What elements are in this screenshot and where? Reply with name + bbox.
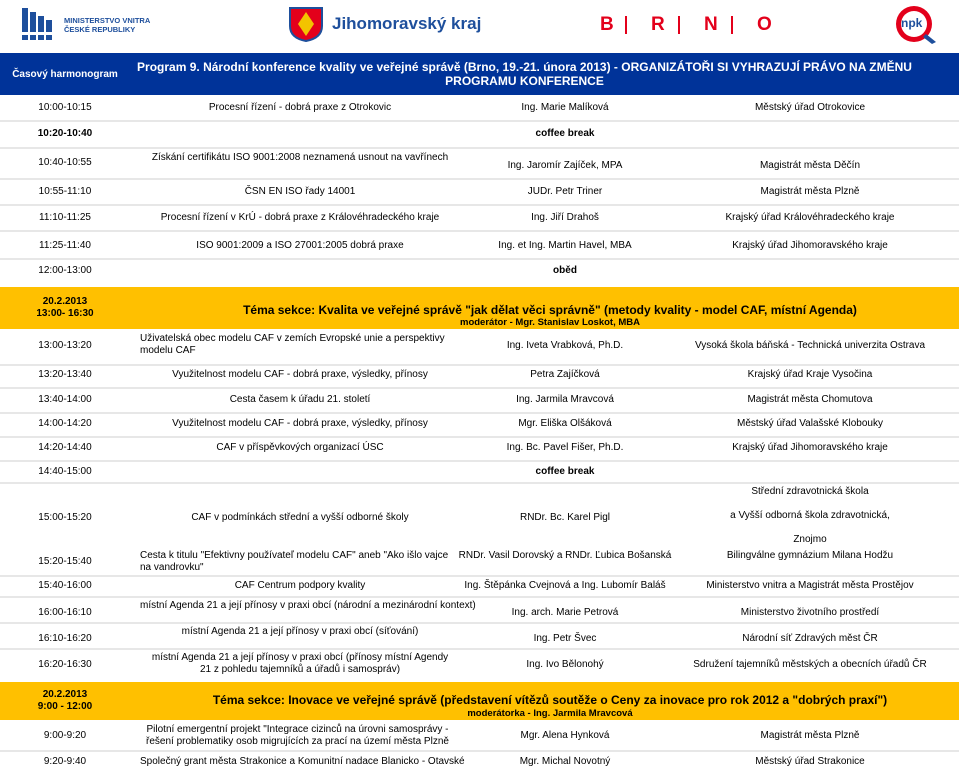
row-speaker: Ing. Marie Malíková (521, 102, 609, 113)
section-header (0, 682, 959, 720)
row-break: coffee break (535, 128, 595, 139)
row-divider (0, 387, 959, 389)
row-break: coffee break (535, 466, 595, 477)
row-divider (0, 436, 959, 438)
section-moderator: moderátor - Mgr. Stanislav Loskot, MBA (460, 317, 640, 328)
row-time: 16:10-16:20 (38, 633, 92, 644)
row-time: 10:40-10:55 (38, 157, 92, 168)
program-title-line2: PROGRAMU KONFERENCE (445, 74, 604, 88)
table-row (0, 724, 959, 750)
row-divider (0, 750, 959, 752)
row-speaker: Mgr. Alena Hynková (520, 730, 610, 741)
row-time: 16:00-16:10 (38, 607, 92, 618)
row-speaker: Ing. et Ing. Martin Havel, MBA (498, 240, 632, 251)
row-topic: Cesta k titulu "Efektivny používateľ modelu CAF" aneb "Ako išlo vajce na vandrovku" (140, 550, 449, 573)
row-time: 14:00-14:20 (38, 418, 92, 429)
brno-letter-n: N (704, 14, 718, 35)
row-institution: Ministerstvo životního prostředí (740, 607, 880, 618)
row-institution: Městský úřad Valašské Klobouky (737, 418, 883, 429)
row-topic: místní Agenda 21 a její přínosy v praxi obcí (síťování) (181, 626, 419, 637)
logo-strip (0, 0, 959, 52)
row-institution-line2: a Vyšší odborná škola zdravotnická, (730, 510, 890, 521)
row-institution: Krajský úřad Jihomoravského kraje (732, 240, 888, 251)
row-speaker: Mgr. Michal Novotný (519, 756, 611, 767)
program-title-line1: Program 9. Národní konference kvality ve veřejné správě (Brno, 19.-21. února 2013) - ORGANIZÁTOŘI SI VYHRAZUJÍ PRÁVO NA ZMĚNU (137, 60, 912, 74)
row-divider (0, 147, 959, 149)
row-institution: Městský úřad Otrokovice (754, 102, 866, 113)
row-institution: Bilingválne gymnázium Milana Hodžu (726, 550, 894, 561)
program-title (130, 60, 959, 88)
row-time: 11:25-11:40 (39, 240, 91, 251)
table-row (0, 652, 959, 678)
row-time: 10:20-10:40 (37, 128, 93, 139)
section-date (0, 689, 130, 713)
program-header (0, 53, 959, 95)
npk-text: npk (901, 16, 923, 30)
table-row (0, 186, 959, 200)
row-topic: Uživatelská obec modelu CAF v zemích Evropské unie a perspektivy modelu CAF (140, 333, 445, 356)
row-time: 13:40-14:00 (38, 394, 92, 405)
row-topic: místní Agenda 21 a její přínosy v praxi obcí (přínosy místní Agendy 21 z pohledu tajemníků a úřadů i samospráv) (151, 652, 449, 675)
table-row (0, 580, 959, 594)
row-institution-line3: Znojmo (793, 534, 827, 545)
row-institution: Vysoká škola báňská - Technická univerzita Ostrava (694, 340, 926, 351)
brno-letter-b: B (600, 14, 614, 35)
table-row (0, 442, 959, 456)
table-row (0, 394, 959, 408)
row-institution: Národní síť Zdravých měst ČR (742, 633, 878, 644)
row-topic: ČSN EN ISO řady 14001 (244, 186, 356, 197)
region-name: Jihomoravský kraj (332, 14, 482, 33)
row-institution: Krajský úřad Kraje Vysočina (747, 369, 873, 380)
row-topic: Procesní řízení - dobrá praxe z Otrokovic (208, 102, 392, 113)
brno-divider (625, 16, 627, 34)
row-topic: Pilotní emergentní projekt "Integrace cizinců na úrovni samosprávy - řešení problematiky osob migrujících za prací na území města Plzně (146, 724, 449, 747)
row-institution-line1: Střední zdravotnická škola (751, 486, 869, 497)
row-speaker: Ing. Jarmila Mravcová (516, 394, 614, 405)
row-speaker: RNDr. Bc. Karel Pigl (519, 512, 611, 523)
section-moderator: moderátorka - Ing. Jarmila Mravcová (467, 708, 633, 719)
row-time: 14:20-14:40 (38, 442, 92, 453)
row-divider (0, 460, 959, 462)
region-emblem-icon (286, 6, 326, 42)
row-institution: Krajský úřad Královéhradeckého kraje (725, 212, 895, 223)
brno-letter-o: O (757, 14, 772, 35)
row-topic: místní Agenda 21 a její přínosy v praxi obcí (národní a mezinárodní kontext) (140, 600, 476, 611)
section-date-value: 20.2.2013 (42, 689, 88, 700)
brno-divider (678, 16, 680, 34)
row-time: 13:00-13:20 (38, 340, 92, 351)
table-row (0, 152, 959, 180)
region-logo (286, 6, 482, 44)
ministry-emblem-icon (22, 8, 58, 40)
row-divider (0, 230, 959, 232)
row-speaker: Ing. Štěpánka Cvejnová a Ing. Lubomír Baláš (464, 580, 666, 591)
row-institution: Magistrát města Plzně (760, 186, 860, 197)
row-time: 15:40-16:00 (38, 580, 92, 591)
npk-logo (892, 4, 938, 44)
row-divider (0, 575, 959, 577)
brno-divider (731, 16, 733, 34)
row-break: oběd (553, 265, 577, 276)
row-topic: Využitelnost modelu CAF - dobrá praxe, výsledky, přínosy (172, 369, 428, 380)
table-row (0, 466, 959, 480)
ministry-name-line1: MINISTERSTVO VNITRA (64, 16, 151, 25)
table-row (0, 484, 959, 544)
row-time: 13:20-13:40 (38, 369, 92, 380)
row-topic: Využitelnost modelu CAF - dobrá praxe, výsledky, přínosy (172, 418, 428, 429)
table-row (0, 102, 959, 116)
row-topic: CAF v podmínkách střední a vyšší odborné školy (191, 512, 409, 523)
row-institution: Ministerstvo vnitra a Magistrát města Prostějov (706, 580, 914, 591)
row-time: 14:40-15:00 (38, 466, 92, 477)
row-institution: Krajský úřad Jihomoravského kraje (732, 442, 888, 453)
ministry-name-line2: ČESKÉ REPUBLIKY (64, 25, 136, 34)
row-speaker: Ing. Jaromír Zajíček, MPA (507, 160, 623, 171)
row-speaker: Mgr. Eliška Olšáková (518, 418, 612, 429)
row-topic: Cesta časem k úřadu 21. století (229, 394, 371, 405)
table-row (0, 212, 959, 226)
row-topic: CAF v příspěvkových organizací ÚSC (216, 442, 384, 453)
table-row (0, 600, 959, 622)
row-time: 11:10-11:25 (39, 212, 91, 223)
row-time: 15:20-15:40 (38, 556, 92, 567)
row-topic: Získání certifikátu ISO 9001:2008 neznamená usnout na vavřínech (151, 152, 449, 163)
row-institution: Městský úřad Strakonice (755, 756, 865, 767)
section-date-value: 20.2.2013 (42, 296, 88, 307)
row-divider (0, 648, 959, 650)
row-speaker: Ing. Iveta Vrabková, Ph.D. (506, 340, 624, 351)
table-row (0, 756, 959, 770)
section-date (0, 296, 130, 320)
row-time: 9:20-9:40 (43, 756, 87, 767)
row-time: 16:20-16:30 (38, 659, 92, 670)
row-divider (0, 120, 959, 122)
row-institution: Magistrát města Chomutova (747, 394, 873, 405)
schedule-label: Časový harmonogram (12, 68, 118, 80)
row-time: 9:00-9:20 (43, 730, 87, 741)
table-row (0, 548, 959, 574)
row-speaker: Petra Zajíčková (530, 369, 600, 380)
table-row (0, 626, 959, 648)
row-topic: CAF Centrum podpory kvality (234, 580, 366, 591)
row-divider (0, 204, 959, 206)
row-speaker: Ing. Petr Švec (533, 633, 597, 644)
row-topic: Procesní řízení v KrÚ - dobrá praxe z Královéhradeckého kraje (160, 212, 440, 223)
row-speaker: Ing. Jiří Drahoš (531, 212, 599, 223)
row-time: 10:00-10:15 (38, 102, 92, 113)
brno-logo (600, 14, 790, 38)
table-row (0, 333, 959, 361)
table-row (0, 418, 959, 432)
section-title: Téma sekce: Inovace ve veřejné správě (představení vítězů soutěže o Ceny za inovace pro rok 2012 a "dobrých praxí") (212, 693, 888, 707)
table-row (0, 265, 959, 279)
table-row (0, 369, 959, 383)
row-institution: Magistrát města Plzně (760, 730, 860, 741)
row-institution: Sdružení tajemníků městských a obecních úřadů ČR (693, 659, 927, 670)
brno-letter-r: R (651, 14, 665, 35)
row-speaker: Ing. arch. Marie Petrová (511, 607, 619, 618)
row-divider (0, 258, 959, 260)
row-time: 15:00-15:20 (38, 512, 92, 523)
section-title: Téma sekce: Kvalita ve veřejné správě "jak dělat věci správně" (metody kvality - model CAF, místní Agenda) (243, 303, 857, 317)
row-divider (0, 412, 959, 414)
section-time-value: 9:00 - 12:00 (37, 701, 93, 712)
row-divider (0, 364, 959, 366)
row-topic: Společný grant města Strakonice a Komunitní nadace Blanicko - Otavské (140, 756, 465, 767)
row-speaker: RNDr. Vasil Dorovský a RNDr. Ľubica Bošanská (458, 550, 672, 561)
row-divider (0, 622, 959, 624)
row-time: 10:55-11:10 (38, 186, 92, 197)
row-speaker: JUDr. Petr Triner (527, 186, 603, 197)
row-divider (0, 596, 959, 598)
row-time: 12:00-13:00 (38, 265, 92, 276)
row-speaker: Ing. Bc. Pavel Fišer, Ph.D. (506, 442, 624, 453)
section-header (0, 287, 959, 329)
row-speaker: Ing. Ivo Bělonohý (526, 659, 604, 670)
row-divider (0, 178, 959, 180)
table-row (0, 240, 959, 254)
row-institution: Magistrát města Děčín (759, 160, 861, 171)
table-row (0, 128, 959, 142)
section-time-value: 13:00- 16:30 (36, 308, 94, 319)
row-topic: ISO 9001:2009 a ISO 27001:2005 dobrá praxe (196, 240, 404, 251)
ministry-logo (22, 8, 152, 42)
